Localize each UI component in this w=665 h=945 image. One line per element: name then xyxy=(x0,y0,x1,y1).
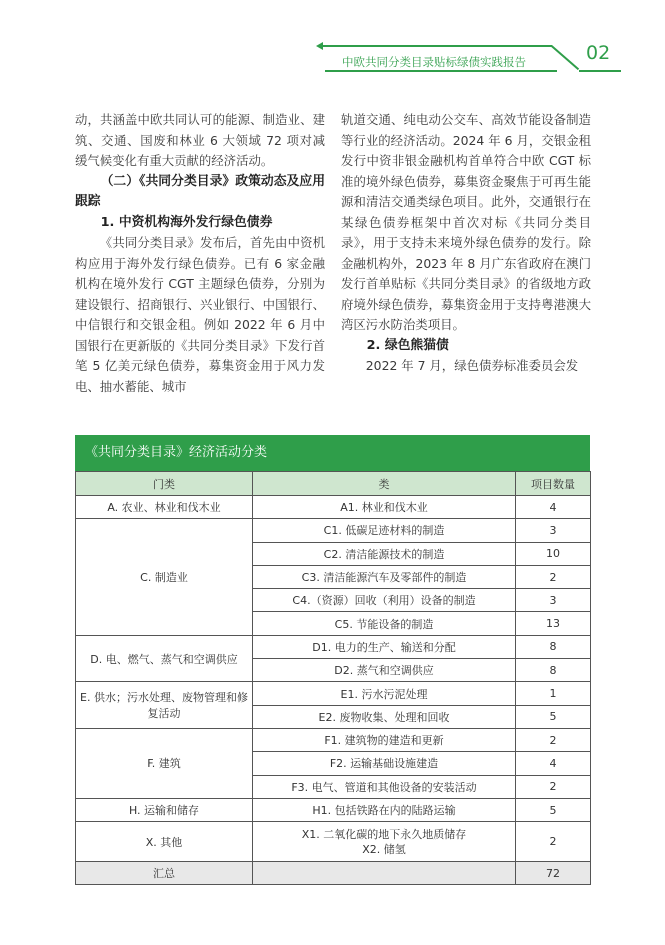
class-cell: D2. 蒸气和空调供应 xyxy=(253,659,516,682)
subsection-heading: 2. 绿色熊猫债 xyxy=(366,337,449,353)
class-cell: E1. 污水污泥处理 xyxy=(253,682,516,705)
classification-table xyxy=(75,471,591,885)
count-cell: 2 xyxy=(516,728,591,751)
total-value: 72 xyxy=(516,862,591,885)
count-cell: 2 xyxy=(516,775,591,798)
count-cell: 3 xyxy=(516,589,591,612)
paragraph: 轨道交通、纯电动公交车、高效节能设备制造等行业的经济活动。2024 年 6 月，交银金租发行中资非银金融机构首单符合中欧 CGT 标准的境外绿色债券，募集资金聚焦于可再生能源和清洁交通类绿色项目。此外，交通银行在某绿色债券框架中首次对标《共同分类目录》，用于支持未来境外绿色债券的发行。除金融机构外，2023 年 8 月广东省政府在澳门发行首单贴标《共同分类目录》的省级地方政府境外绿色债券，募集资金用于支持粤港澳大湾区污水防治类项目。 xyxy=(341,112,591,332)
class-cell: C4.（资源）回收（利用）设备的制造 xyxy=(253,589,516,612)
class-cell: H1. 包括铁路在内的陆路运输 xyxy=(253,798,516,821)
section-cell: A. 农业、林业和伐木业 xyxy=(76,496,253,519)
count-cell: 8 xyxy=(516,659,591,682)
subsection-heading: 1. 中资机构海外发行绿色债券 xyxy=(100,214,273,230)
column-header: 类 xyxy=(253,472,516,496)
section-cell: F. 建筑 xyxy=(76,728,253,798)
class-cell: F1. 建筑物的建造和更新 xyxy=(253,728,516,751)
count-cell: 1 xyxy=(516,682,591,705)
count-cell: 8 xyxy=(516,635,591,658)
count-cell: 13 xyxy=(516,612,591,635)
count-cell: 3 xyxy=(516,519,591,542)
count-cell: 2 xyxy=(516,822,591,862)
table-row xyxy=(76,728,591,751)
header-rule xyxy=(322,45,552,47)
section-heading: （二）《共同分类目录》政策动态及应用跟踪 xyxy=(75,173,325,209)
page-number: 02 xyxy=(586,42,611,64)
table-total-row xyxy=(76,862,591,885)
class-cell: C2. 清洁能源技术的制造 xyxy=(253,542,516,565)
count-cell: 2 xyxy=(516,565,591,588)
report-title: 中欧共同分类目录贴标绿债实践报告 xyxy=(342,55,526,69)
right-column xyxy=(341,110,591,377)
count-cell: 5 xyxy=(516,705,591,728)
table-row xyxy=(76,798,591,821)
class-cell: F2. 运输基础设施建造 xyxy=(253,752,516,775)
class-cell: A1. 林业和伐木业 xyxy=(253,496,516,519)
column-header: 门类 xyxy=(76,472,253,496)
total-spacer xyxy=(253,862,516,885)
section-cell: E. 供水；污水处理、废物管理和修复活动 xyxy=(76,682,253,729)
classification-table-container xyxy=(75,435,590,885)
count-cell: 10 xyxy=(516,542,591,565)
table-row xyxy=(76,682,591,705)
class-cell: E2. 废物收集、处理和回收 xyxy=(253,705,516,728)
table-row xyxy=(76,635,591,658)
class-cell: F3. 电气、管道和其他设备的安装活动 xyxy=(253,775,516,798)
class-cell: C1. 低碳足迹材料的制造 xyxy=(253,519,516,542)
section-cell: C. 制造业 xyxy=(76,519,253,635)
header-rule-lower-right xyxy=(579,70,621,72)
section-cell: X. 其他 xyxy=(76,822,253,862)
count-cell: 4 xyxy=(516,752,591,775)
header-rule-diagonal xyxy=(551,45,579,70)
left-column xyxy=(75,110,325,397)
count-cell: 5 xyxy=(516,798,591,821)
class-cell: C5. 节能设备的制造 xyxy=(253,612,516,635)
count-cell: 4 xyxy=(516,496,591,519)
class-line: X2. 储氢 xyxy=(362,842,406,856)
total-label: 汇总 xyxy=(76,862,253,885)
paragraph: 《共同分类目录》发布后，首先由中资机构应用于海外发行绿色债券。已有 6 家金融机构在境外发行 CGT 主题绿色债券，分别为建设银行、招商银行、兴业银行、中国银行、中信银行和交银金租。例如 2022 年 6 月中国银行在更新版的《共同分类目录》下发行首笔 5 亿美元绿色债券，募集资金用于风力发电、抽水蓄能、城市 xyxy=(75,235,325,394)
class-line: X1. 二氧化碳的地下永久地质储存 xyxy=(301,827,467,841)
table-header-row xyxy=(76,472,591,496)
class-cell: C3. 清洁能源汽车及零部件的制造 xyxy=(253,565,516,588)
class-cell: D1. 电力的生产、输送和分配 xyxy=(253,635,516,658)
header-rule-lower xyxy=(325,70,557,72)
section-cell: D. 电、燃气、蒸气和空调供应 xyxy=(76,635,253,682)
class-cell xyxy=(253,822,516,862)
section-cell: H. 运输和储存 xyxy=(76,798,253,821)
paragraph: 动，共涵盖中欧共同认可的能源、制造业、建筑、交通、国废和林业 6 大领域 72 项对减缓气候变化有重大贡献的经济活动。 xyxy=(75,112,325,168)
paragraph: 2022 年 7 月，绿色债券标准委员会发 xyxy=(365,358,579,373)
table-row xyxy=(76,496,591,519)
table-row xyxy=(76,519,591,542)
table-title: 《共同分类目录》经济活动分类 xyxy=(75,435,590,471)
table-row xyxy=(76,822,591,862)
column-header: 项目数量 xyxy=(516,472,591,496)
